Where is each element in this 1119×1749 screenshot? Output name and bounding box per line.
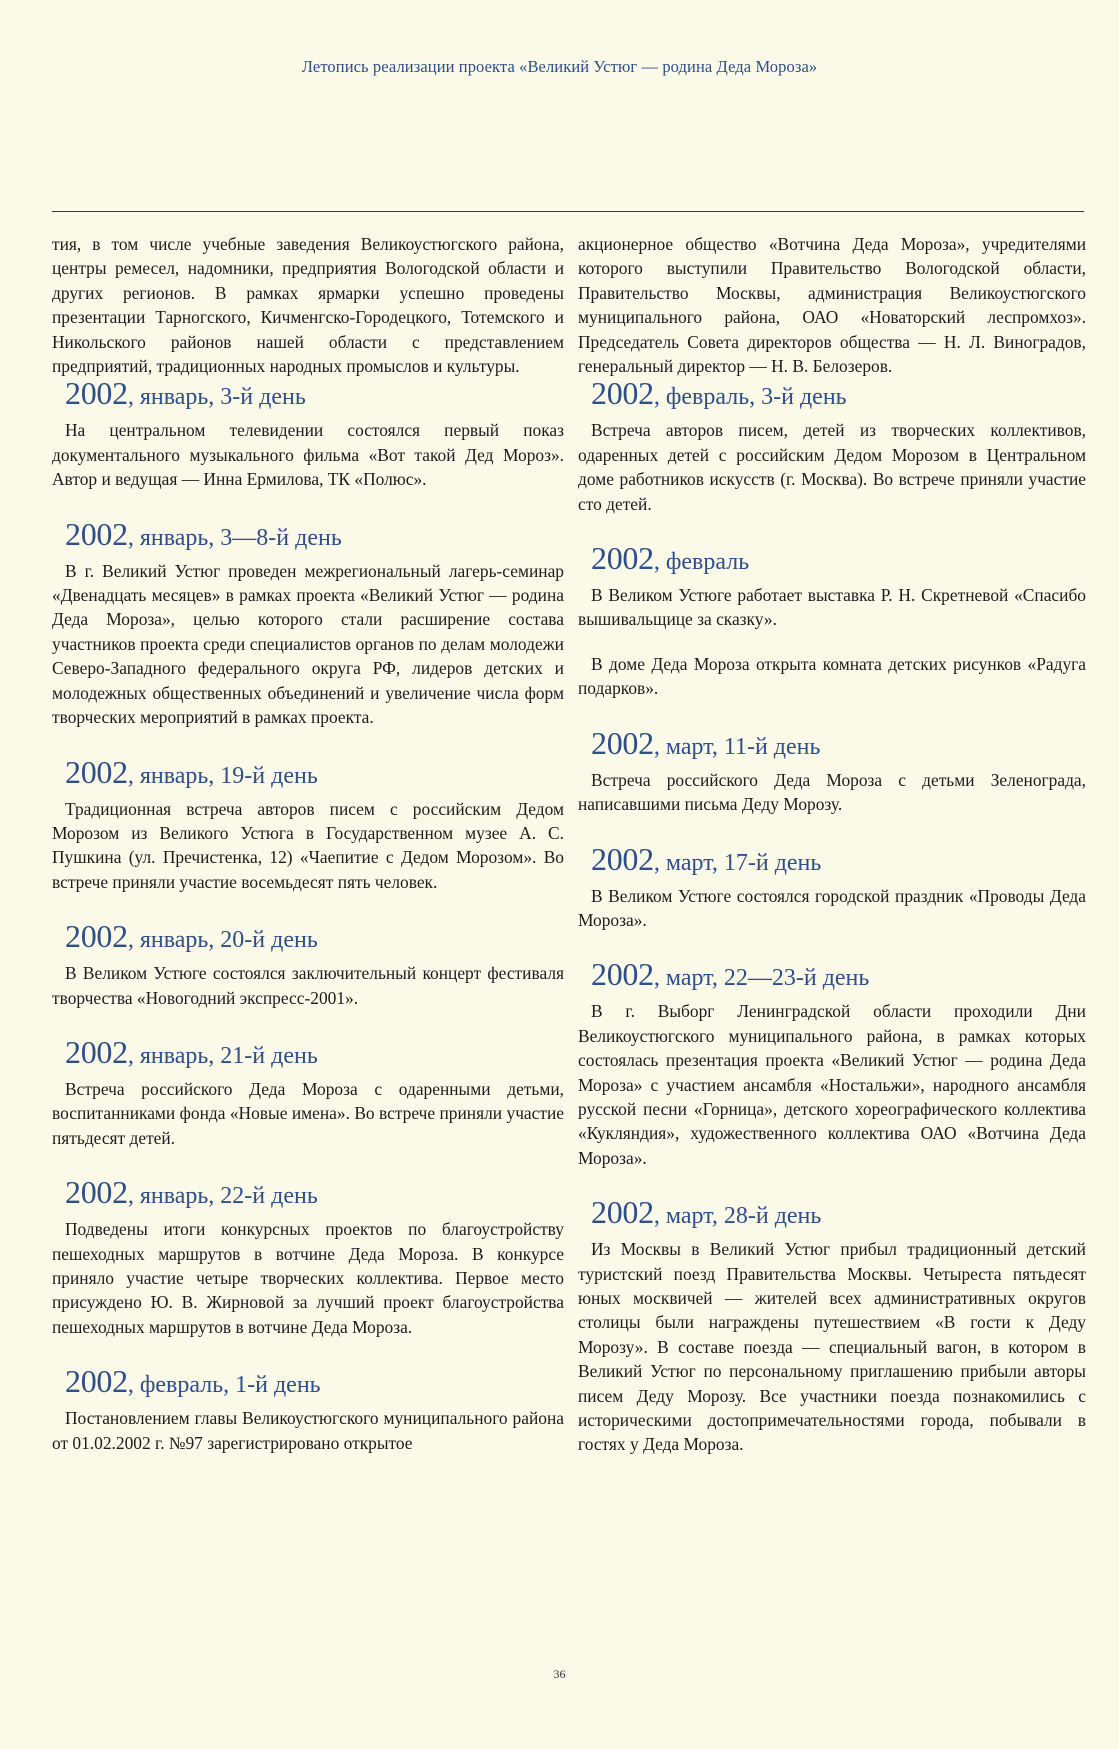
entry-date: , январь, 22-й день <box>127 1183 318 1210</box>
entry-year: 2002 <box>591 840 654 877</box>
continuation-paragraph: акционерное общество «Вотчина Деда Мороза», учредителями которого выступили Правительство Вологодской области, Правительство Москвы, администрация Великоустюгского муниципального района, ОАО «Новаторский леспромхоз». Председатель Совета директоров общества — Н. Л. Виноградов, генеральный директор — Н. В. Белозеров. <box>578 234 1086 377</box>
entry-date: , февраль <box>653 549 750 576</box>
left-entries <box>52 375 564 1455</box>
entry-date-heading <box>591 375 1086 412</box>
entry-year: 2002 <box>65 1363 128 1400</box>
entry-text: В Великом Устюге состоялся заключительный концерт фестиваля творчества «Новогодний экспресс-2001». <box>52 963 564 1008</box>
entry-date-heading <box>591 956 1086 993</box>
entry-year: 2002 <box>591 724 654 761</box>
entry-text: Встреча российского Деда Мороза с одаренными детьми, воспитанниками фонда «Новые имена». Во встрече приняли участие пятьдесят детей. <box>52 1078 564 1148</box>
entry-text: В г. Великий Устюг проведен межрегиональный лагерь-семинар «Двенадцать месяцев» в рамках проекта «Великий Устюг — родина Деда Мороза», целью которого стали расширение состава участников проекта среди специалистов органов по делам молодежи Северо-Западного федерального округа РФ, лидеров детских и молодежных общественных объединений и увеличение числа форм творческих мероприятий в рамках проекта. <box>52 560 564 728</box>
entry-date: , март, 28-й день <box>653 1203 822 1230</box>
entry-text: Традиционная встреча авторов писем с российским Дедом Морозом из Великого Устюга в Государственном музее А. С. Пушкина (ул. Пречистенка, 12) «Чаепитие с Дедом Морозом». Во встрече приняли участие восемьдесят пять человек. <box>52 798 564 892</box>
entry-text: Встреча российского Деда Мороза с детьми Зеленограда, написавшими письма Деду Морозу. <box>578 769 1086 815</box>
running-title: Летопись реализации проекта «Великий Устюг — родина Деда Мороза» <box>301 57 818 76</box>
entry-date-heading <box>65 515 564 553</box>
right-entries <box>578 375 1086 1456</box>
chronicle-entry <box>52 1033 564 1150</box>
entry-date-heading <box>591 724 1086 762</box>
entry-date-heading <box>65 1033 564 1071</box>
chronicle-entry <box>578 956 1086 1170</box>
entry-date: , январь, 21-й день <box>127 1042 318 1069</box>
entry-date: , март, 22—23-й день <box>653 965 870 992</box>
entry-date: , январь, 3—8-й день <box>127 524 342 551</box>
entry-date: , январь, 19-й день <box>127 762 318 789</box>
chronicle-entry <box>578 375 1086 516</box>
entry-year: 2002 <box>591 375 654 412</box>
chronicle-entry <box>52 918 564 1010</box>
entry-date-heading <box>591 840 1086 878</box>
entry-date-heading <box>65 918 564 955</box>
entry-year: 2002 <box>65 918 128 955</box>
chronicle-entry <box>52 375 564 491</box>
header-rule <box>52 211 1084 212</box>
chronicle-entry <box>52 1363 564 1455</box>
entry-text: В Великом Устюге состоялся городской праздник «Проводы Деда Мороза». <box>578 885 1086 930</box>
left-column <box>52 232 564 1455</box>
entry-date-heading <box>65 375 564 412</box>
chronicle-entry <box>52 1174 564 1339</box>
entry-text: Постановлением главы Великоустюгского муниципального района от 01.02.2002 г. №97 зарегистрировано открытое <box>52 1408 564 1453</box>
chronicle-entry <box>578 540 1086 701</box>
entry-date-heading <box>591 1194 1086 1231</box>
chronicle-entry <box>52 515 564 730</box>
chronicle-entry <box>578 724 1086 817</box>
entry-year: 2002 <box>65 1033 128 1070</box>
chronicle-entry <box>52 753 564 895</box>
continuation-paragraph: тия, в том числе учебные заведения Великоустюгского района, центры ремесел, надомники, предприятия Вологодской области и других регионов. В рамках ярмарки успешно проведены презентации Тарногского, Кичменгско-Городецкого, Тотемского и Никольского районов нашей области с представлением предприятий, традиционных народных промыслов и культуры. <box>52 234 564 377</box>
entry-year: 2002 <box>65 1174 128 1211</box>
entry-date-heading <box>65 1363 564 1400</box>
entry-year: 2002 <box>65 515 128 552</box>
entry-text: В г. Выборг Ленинградской области проходили Дни Великоустюгского муниципального района, в рамках которых состоялась презентация проекта «Великий Устюг — родина Деда Мороза» с участием ансамбля «Ностальжи», народного ансамбля русской песни «Горница», детского хореографического коллектива «Кукляндия», художественного коллектива ОАО «Вотчина Деда Мороза». <box>578 1001 1086 1168</box>
entry-date: , январь, 3-й день <box>127 384 306 411</box>
entry-year: 2002 <box>65 753 128 790</box>
chronicle-entry <box>578 1194 1086 1457</box>
right-column <box>578 232 1086 1457</box>
entry-year: 2002 <box>65 375 128 412</box>
page-number: 36 <box>553 1667 566 1681</box>
entry-date: , март, 11-й день <box>653 733 821 760</box>
entry-text: Подведены итоги конкурсных проектов по благоустройству пешеходных маршрутов в вотчине Деда Мороза. В конкурсе приняло участие четыре творческих коллектива. Первое место присуждено Ю. В. Жирновой за лучший проект благоустройства пешеходных маршрутов в вотчине Деда Мороза. <box>52 1219 564 1337</box>
entry-text: На центральном телевидении состоялся первый показ документального музыкального фильма «Вот такой Дед Мороз». Автор и ведущая — Инна Ермилова, ТК «Полюс». <box>52 420 564 490</box>
entry-date-heading <box>65 1174 564 1211</box>
entry-date: , январь, 20-й день <box>127 927 318 954</box>
entry-year: 2002 <box>591 956 654 993</box>
entry-text: Встреча авторов писем, детей из творческих коллективов, одаренных детей с российским Дедом Морозом в Центральном доме работников искусств (г. Москва). Во встрече приняли участие сто детей. <box>578 420 1086 514</box>
entry-date: , февраль, 3-й день <box>653 384 847 411</box>
chronicle-entry <box>578 840 1086 933</box>
entry-date-heading <box>591 540 1086 577</box>
entry-date: , февраль, 1-й день <box>127 1372 321 1399</box>
entry-year: 2002 <box>591 1194 654 1231</box>
entry-text: В Великом Устюге работает выставка Р. Н. Скретневой «Спасибо вышивальщице за сказку». <box>578 585 1086 630</box>
entry-text: В доме Деда Мороза открыта комната детских рисунков «Радуга подарков». <box>578 653 1086 699</box>
entry-text: Из Москвы в Великий Устюг прибыл традиционный детский туристский поезд Правительства Москвы. Четыреста пятьдесят юных москвичей — жителей всех административных округов столицы были награждены путешествием «В гости к Деду Морозу». В составе поезда — специальный вагон, в котором в Великий Устюг по персональному приглашению прибыли авторы писем Деду Морозу. Все участники поезда познакомились с историческими достопримечательностями города, побывали в гостях у Деда Мороза. <box>578 1239 1086 1455</box>
entry-year: 2002 <box>591 540 654 577</box>
entry-date-heading <box>65 753 564 791</box>
entry-date: , март, 17-й день <box>653 849 822 876</box>
